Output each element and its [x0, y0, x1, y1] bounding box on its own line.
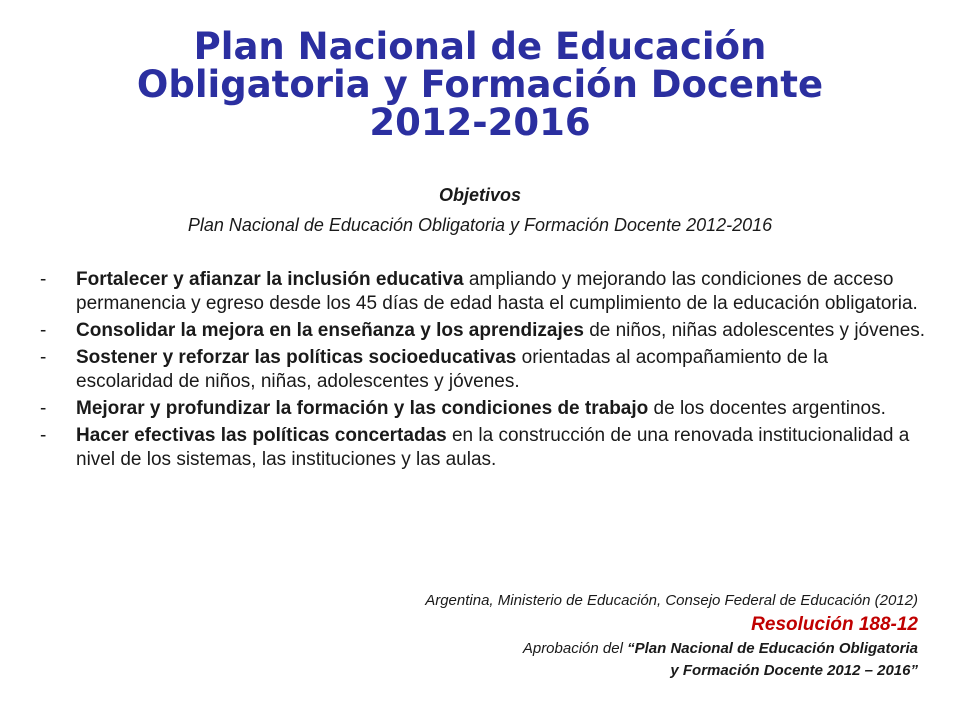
bullet-dash: -	[40, 425, 47, 446]
objective-text: en la construcción de una renovada institucionalidad a nivel de los sistemas, las instituciones y las aulas.	[76, 425, 910, 470]
approval-title-line-2: y Formación Docente 2012 – 2016”	[670, 662, 918, 679]
title-line-3: 2012-2016	[369, 101, 591, 144]
objective-text: de niños, niñas adolescentes y jóvenes.	[583, 320, 926, 341]
approval-prefix: Aprobación del	[522, 640, 628, 657]
objective-bold-text: Hacer efectivas las políticas concertadas	[76, 425, 447, 446]
approval-line-2	[218, 660, 918, 682]
citation-block	[218, 590, 918, 682]
objective-text: de los docentes argentinos.	[648, 398, 886, 419]
objective-text: ampliando y mejorando las condiciones de acceso permanencia y egreso desde los 45 días de edad hasta el cumplimiento de la educación obligatoria.	[76, 269, 918, 314]
objectives-list	[38, 268, 930, 475]
objectives-heading: Objetivos	[438, 185, 522, 205]
objective-bold-text: Fortalecer y afianzar la inclusión educativa	[76, 269, 464, 290]
objective-bold-text: Mejorar y profundizar la formación y las condiciones de trabajo	[76, 398, 649, 419]
bullet-dash: -	[40, 398, 47, 419]
objective-item	[38, 319, 930, 343]
citation-source: Argentina, Ministerio de Educación, Consejo Federal de Educación (2012)	[425, 592, 918, 609]
objective-text: orientadas al acompañamiento de la escolaridad de niños, niñas, adolescentes y jóvenes.	[76, 347, 828, 392]
resolution-number: Resolución 188-12	[751, 614, 918, 635]
title-line-2: Obligatoria y Formación Docente	[136, 63, 824, 106]
plan-name-subtitle: Plan Nacional de Educación Obligatoria y Formación Docente 2012-2016	[187, 215, 773, 235]
bullet-dash: -	[40, 320, 47, 341]
objective-bold-text: Consolidar la mejora en la enseñanza y los aprendizajes	[76, 320, 584, 341]
objective-bold-text: Sostener y reforzar las políticas socioeducativas	[76, 347, 517, 368]
bullet-dash: -	[40, 269, 47, 290]
approval-title-line-1: “Plan Nacional de Educación Obligatoria	[627, 640, 918, 657]
page-title	[60, 25, 900, 144]
objective-item	[38, 268, 930, 316]
subtitle-block	[60, 180, 900, 240]
approval-line-1	[218, 638, 918, 660]
objective-item	[38, 346, 930, 394]
objective-item	[38, 397, 930, 421]
title-line-1: Plan Nacional de Educación	[193, 25, 767, 68]
objective-item	[38, 424, 930, 472]
bullet-dash: -	[40, 347, 47, 368]
